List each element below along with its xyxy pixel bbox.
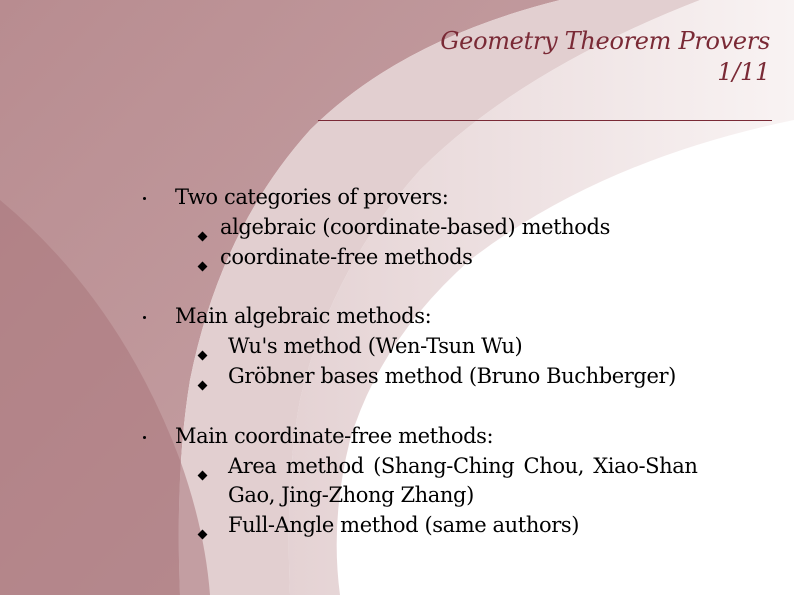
list-item-continuation: Gao, Jing-Zhong Zhang) [228, 483, 474, 507]
list-item: Area method (Shang-Ching Chou, Xiao-Shan [228, 454, 698, 478]
list-item: Full-Angle method (same authors) [228, 513, 580, 537]
list-item: coordinate-free methods [220, 245, 473, 269]
list-item: algebraic (coordinate-based) methods [220, 215, 610, 239]
list-item: Wu's method (Wen-Tsun Wu) [228, 334, 523, 358]
bullet-dot-icon [143, 197, 146, 200]
section-heading: Main algebraic methods: [175, 304, 432, 328]
slide-title: Geometry Theorem Provers [440, 27, 770, 55]
slide-title-block [440, 26, 770, 88]
section-heading: Two categories of provers: [175, 185, 449, 209]
page-number: 1/11 [717, 58, 770, 86]
bullet-dot-icon [143, 316, 146, 319]
bullet-dot-icon [143, 436, 146, 439]
list-item: Gröbner bases method (Bruno Buchberger) [228, 364, 676, 388]
title-divider [318, 120, 772, 121]
section-heading: Main coordinate-free methods: [175, 424, 494, 448]
